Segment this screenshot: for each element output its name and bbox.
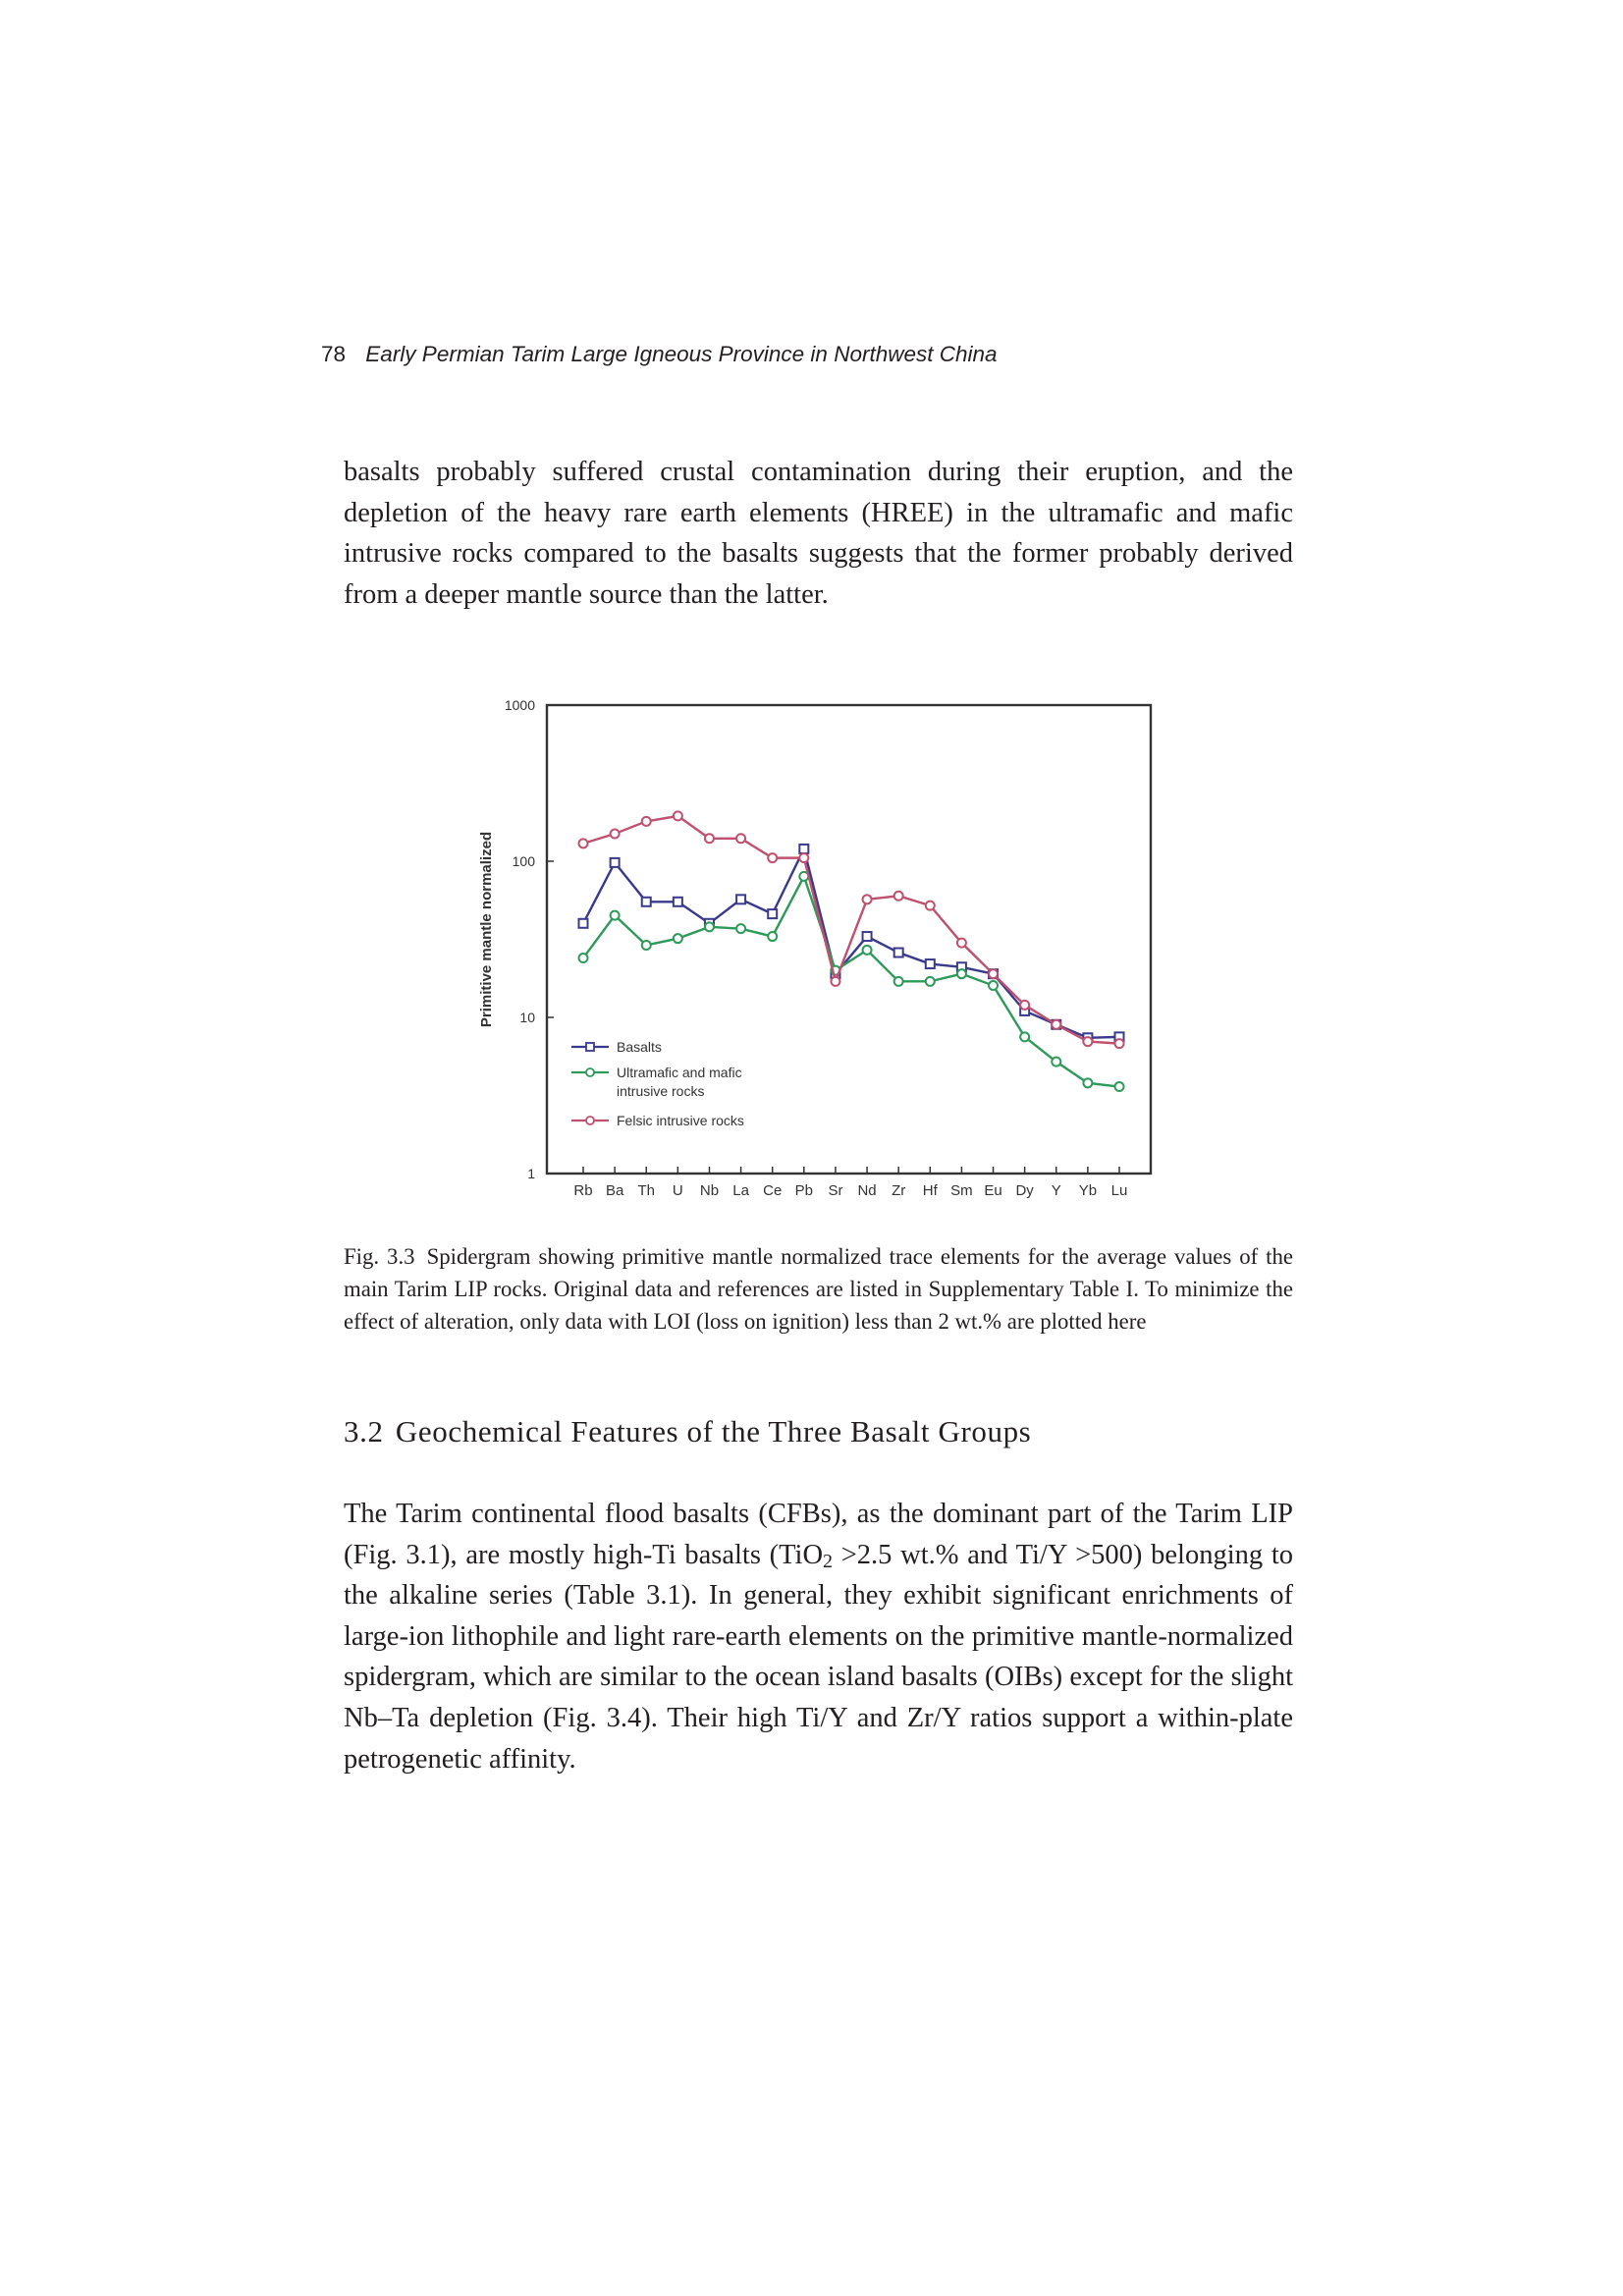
body-paragraph-1: basalts probably suffered crustal contamination during their eruption, and the depletion of the heavy rare earth elements (HREE) in the ultramafic and mafic intrusive rocks compared to the basalts suggests that the former probably derived from a deeper mantle source than the latter. bbox=[344, 457, 1293, 610]
paragraph-text: >2.5 wt.% and Ti/Y >500) belonging to the alkaline series (Table 3.1). In general, they exhibit significant enrichments of large-ion lithophile and light rare-earth elements on the primitive mantle-normalized spidergram, which are similar to the ocean island basalts (OIBs) except for the slight Nb–Ta depletion (Fig. 3.4). Their high Ti/Y and Zr/Y ratios support a within-plate petrogenetic affinity. bbox=[344, 1539, 1293, 1775]
y-tick-label: 1000 bbox=[504, 697, 535, 713]
x-tick-label: Nb bbox=[699, 1182, 720, 1199]
figure-caption bbox=[344, 1240, 1293, 1338]
data-point bbox=[611, 858, 620, 867]
x-tick-label: Ce bbox=[763, 1182, 783, 1199]
x-tick-label: Sm bbox=[950, 1182, 973, 1199]
y-tick-label: 10 bbox=[519, 1010, 535, 1025]
data-point bbox=[894, 892, 903, 901]
data-point bbox=[989, 981, 998, 990]
data-point bbox=[768, 853, 777, 862]
data-point bbox=[831, 977, 839, 986]
plot-frame bbox=[547, 705, 1151, 1174]
legend-label: Ultramafic and mafic bbox=[617, 1065, 742, 1080]
legend-label: intrusive rocks bbox=[617, 1083, 705, 1099]
body-paragraph-2 bbox=[344, 1494, 1293, 1779]
data-point bbox=[799, 853, 808, 862]
x-tick-label: Eu bbox=[984, 1182, 1002, 1199]
data-point bbox=[736, 924, 745, 933]
data-point bbox=[957, 969, 966, 978]
data-point bbox=[736, 895, 745, 903]
data-point bbox=[989, 969, 998, 978]
data-point bbox=[611, 911, 620, 920]
data-point bbox=[1052, 1058, 1060, 1066]
data-point bbox=[642, 817, 651, 826]
section-number: 3.2 bbox=[344, 1414, 384, 1449]
y-tick-label: 100 bbox=[512, 853, 535, 869]
data-point bbox=[736, 834, 745, 843]
data-point bbox=[1052, 1020, 1060, 1029]
data-point bbox=[863, 895, 872, 903]
y-axis-label: Primitive mantle normalized bbox=[478, 831, 495, 1028]
data-point bbox=[894, 977, 903, 986]
x-tick-label: Th bbox=[637, 1182, 655, 1199]
series-line bbox=[583, 816, 1119, 1044]
data-point bbox=[1020, 1001, 1029, 1010]
data-point bbox=[1083, 1037, 1092, 1046]
figure-label: Fig. 3.3 bbox=[344, 1244, 415, 1269]
data-point bbox=[579, 919, 588, 928]
x-tick-label: Nd bbox=[857, 1182, 877, 1199]
data-point bbox=[863, 946, 872, 955]
running-head bbox=[321, 342, 998, 367]
section-heading bbox=[344, 1414, 1031, 1449]
data-point bbox=[768, 909, 777, 918]
data-point bbox=[1020, 1032, 1029, 1041]
data-point bbox=[705, 922, 714, 931]
x-tick-label: Ba bbox=[605, 1182, 624, 1199]
data-point bbox=[768, 932, 777, 941]
x-tick-label: Sr bbox=[828, 1182, 843, 1199]
spidergram-figure bbox=[471, 687, 1178, 1218]
spidergram-chart bbox=[471, 687, 1178, 1218]
data-point bbox=[579, 839, 588, 847]
data-point bbox=[863, 932, 872, 941]
data-point bbox=[705, 834, 714, 843]
subscript: 2 bbox=[823, 1550, 834, 1572]
x-tick-label: Dy bbox=[1015, 1182, 1034, 1199]
x-tick-label: Pb bbox=[794, 1182, 814, 1199]
x-tick-label: Hf bbox=[922, 1182, 938, 1199]
data-point bbox=[1083, 1078, 1092, 1087]
data-point bbox=[579, 954, 588, 962]
data-point bbox=[926, 977, 935, 986]
data-point bbox=[674, 811, 682, 820]
data-point bbox=[926, 959, 935, 968]
data-point bbox=[1115, 1082, 1124, 1091]
data-point bbox=[799, 845, 808, 853]
data-point bbox=[894, 949, 903, 957]
x-tick-label: Yb bbox=[1078, 1182, 1098, 1199]
series-line bbox=[583, 876, 1119, 1086]
data-point bbox=[642, 898, 651, 906]
x-tick-label: Zr bbox=[892, 1182, 906, 1199]
data-point bbox=[611, 830, 620, 839]
legend-label: Basalts bbox=[617, 1039, 662, 1055]
data-point bbox=[674, 934, 682, 943]
figure-caption-text: Spidergram showing primitive mantle normalized trace elements for the average values of the main Tarim LIP rocks. Original data and references are listed in Supplementary Table I. To minimize the effect of alteration, only data with LOI (loss on ignition) less than 2 wt.% are plotted here bbox=[344, 1244, 1293, 1334]
x-tick-label: Lu bbox=[1110, 1182, 1128, 1199]
data-point bbox=[642, 941, 651, 950]
data-point bbox=[674, 898, 682, 906]
section-title: Geochemical Features of the Three Basalt Groups bbox=[395, 1414, 1032, 1449]
x-tick-label: U bbox=[672, 1182, 683, 1199]
x-tick-label: La bbox=[732, 1182, 749, 1199]
y-tick-label: 1 bbox=[527, 1166, 535, 1181]
paragraph-text: The Tarim continental flood basalts (CFBs), as the dominant part of the Tarim LIP (Fig. 3.1), are mostly high-Ti basalts (TiO bbox=[344, 1499, 1293, 1570]
data-point bbox=[926, 902, 935, 910]
x-tick-label: Rb bbox=[573, 1182, 593, 1199]
data-point bbox=[1115, 1039, 1124, 1048]
data-point bbox=[957, 939, 966, 948]
x-tick-label: Y bbox=[1051, 1182, 1061, 1199]
running-title: Early Permian Tarim Large Igneous Province in Northwest China bbox=[365, 342, 998, 366]
legend-label: Felsic intrusive rocks bbox=[617, 1113, 744, 1128]
page-number: 78 bbox=[321, 342, 347, 366]
